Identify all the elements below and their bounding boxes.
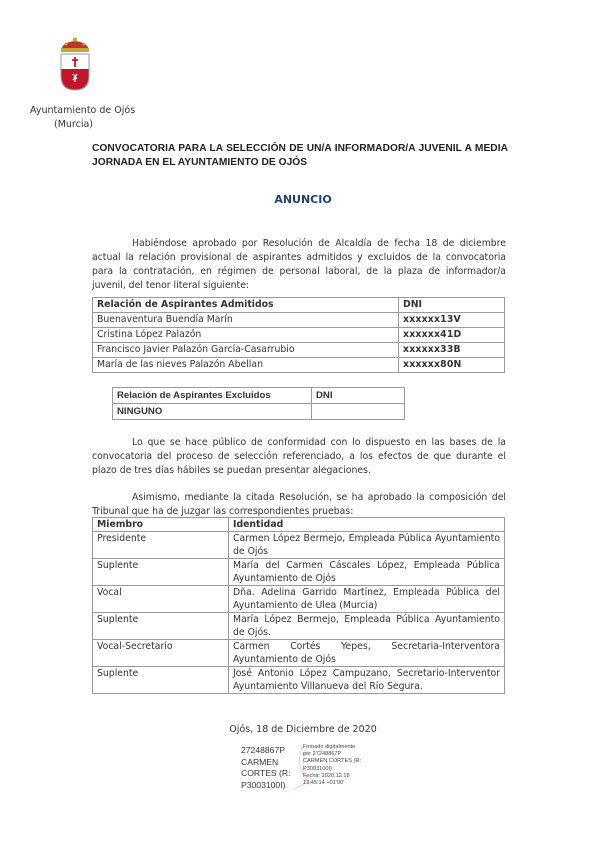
document-title: CONVOCATORIA PARA LA SELECCIÓN DE UN/A INFORMADOR/A JUVENIL A MEDIA JORNADA EN EL AYUNTAMIENTO DE OJÓS <box>92 143 508 168</box>
stamp-line: Firmado digitalmente <box>303 744 356 750</box>
applicant-name: Cristina López Palazón <box>93 328 399 343</box>
intro-paragraph-text: Habiéndose aprobado por Resolución de Alcaldía de fecha 18 de diciembre actual la relación provisional de aspirantes admitidos y excluidos de la convocatoria para la contratación, en régimen de personal laboral, de la plaza de informador/a juvenil, del tenor literal siguiente: <box>92 238 506 291</box>
member-role: Suplente <box>93 559 229 586</box>
signer-block <box>241 745 291 791</box>
table-row <box>93 559 505 586</box>
applicant-dni: xxxxxx33B <box>399 343 505 358</box>
excluded-dni <box>312 404 405 420</box>
signer-line: CARMEN <box>241 756 279 767</box>
digital-signature-stamp <box>303 744 361 787</box>
column-header-dni: DNI <box>312 388 405 404</box>
applicant-name: Buenaventura Buendía Marín <box>93 313 399 328</box>
town-header <box>30 104 135 132</box>
notice-paragraph <box>92 436 506 478</box>
stamp-line: P3003100I) <box>303 765 332 772</box>
signer-line: P3003100I) <box>241 779 286 790</box>
member-identity: María del Carmen Cáscales López, Empleada Pública Ayuntamiento de Ojós <box>229 559 505 586</box>
table-header-row <box>113 388 405 404</box>
member-identity: Dña. Adelina Garrido Martínez, Empleada Pública del Ayuntamiento de Ulea (Murcia) <box>229 586 505 613</box>
table-row <box>93 343 505 358</box>
member-role: Vocal <box>93 586 229 613</box>
table-header-row <box>93 298 505 313</box>
member-identity: María López Bermejo, Empleada Pública Ayuntamiento de Ojós. <box>229 613 505 640</box>
date-line: Ojós, 18 de Diciembre de 2020 <box>229 724 377 735</box>
stamp-line: Fecha: 2020.12.18 <box>303 772 350 779</box>
member-role: Suplente <box>93 667 229 694</box>
intro-paragraph <box>92 237 506 293</box>
applicant-dni: xxxxxx41D <box>399 328 505 343</box>
table-row <box>93 532 505 559</box>
member-identity: Carmen López Bermejo, Empleada Pública Ayuntamiento de Ojós <box>229 532 505 559</box>
signer-line: CORTES (R: <box>241 768 291 778</box>
tribunal-paragraph-text: Asimismo, mediante la citada Resolución, se ha aprobado la composición del Tribunal que ha de juzgar las correspondientes pruebas: <box>92 492 506 517</box>
excluded-applicants-table <box>112 387 405 420</box>
column-header-admitted: Relación de Aspirantes Admitidos <box>93 298 399 313</box>
stamp-line: CARMEN CORTES (R: <box>303 758 362 765</box>
stamp-line: 13:45:14 +01'00' <box>303 780 345 787</box>
coat-of-arms-icon <box>55 36 95 92</box>
admitted-applicants-table <box>92 297 505 373</box>
applicant-dni: xxxxxx13V <box>399 313 505 328</box>
applicant-name: María de las nieves Palazón Abellan <box>93 358 399 373</box>
table-row <box>93 667 505 694</box>
column-header-member: Miembro <box>93 518 229 532</box>
applicant-dni: xxxxxx80N <box>399 358 505 373</box>
column-header-excluded: Relación de Aspirantes Excluidos <box>113 388 312 404</box>
town-region: (Murcia) <box>54 119 94 130</box>
table-row <box>93 328 505 343</box>
member-identity: José Antonio López Campuzano, Secretario-Interventor Ayuntamiento Villanueva del Río Segura. <box>229 667 505 694</box>
table-row <box>113 404 405 420</box>
town-name: Ayuntamiento de Ojós <box>30 105 136 116</box>
tribunal-paragraph <box>92 491 506 519</box>
announcement-heading: ANUNCIO <box>274 193 332 206</box>
member-role: Suplente <box>93 613 229 640</box>
excluded-name: NINGUNO <box>113 404 312 420</box>
tribunal-table <box>92 517 505 694</box>
table-header-row <box>93 518 505 532</box>
column-header-identity: Identidad <box>229 518 505 532</box>
table-row <box>93 358 505 373</box>
applicant-name: Francisco Javier Palazón García-Casarrubio <box>93 343 399 358</box>
signer-line: 27248867P <box>241 745 285 755</box>
table-row <box>93 313 505 328</box>
table-row <box>93 640 505 667</box>
stamp-line: por 27248867P <box>303 751 342 758</box>
table-row <box>93 613 505 640</box>
member-role: Vocal-Secretario <box>93 640 229 667</box>
member-identity: Carmen Cortés Yepes, Secretaria-Interventora Ayuntamiento de Ojós <box>229 640 505 667</box>
notice-paragraph-text: Lo que se hace público de conformidad con lo dispuesto en las bases de la convocatoria del proceso de selección referenciado, a los efectos de que durante el plazo de tres días hábiles se puedan presentar alegaciones. <box>92 437 506 476</box>
member-role: Presidente <box>93 532 229 559</box>
column-header-dni: DNI <box>399 298 505 313</box>
table-row <box>93 586 505 613</box>
